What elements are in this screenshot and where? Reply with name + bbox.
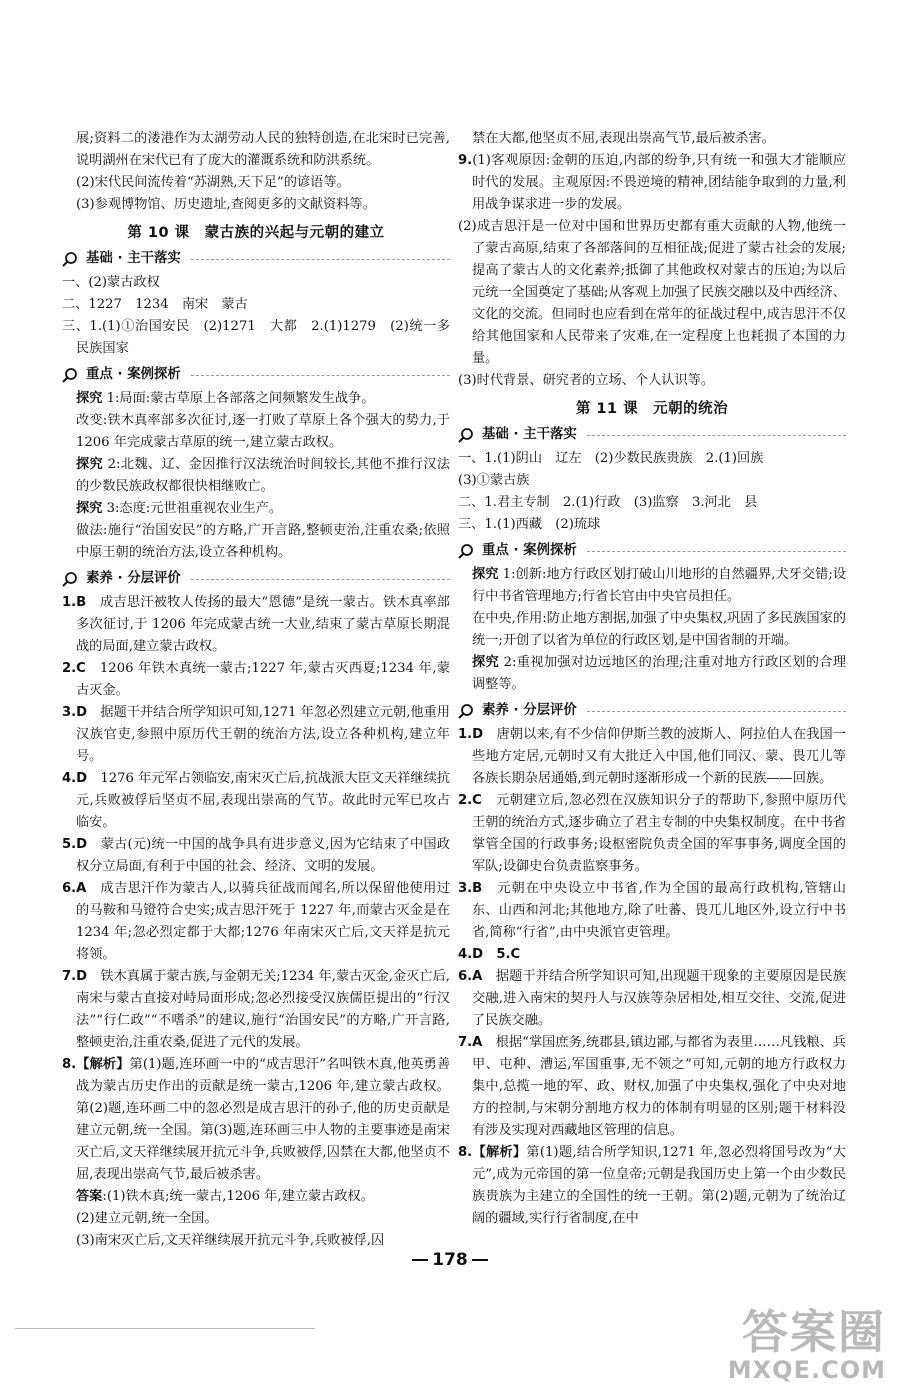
intro-text xyxy=(62,128,450,216)
item-key: 2.C xyxy=(458,793,482,808)
answer-item xyxy=(62,702,450,768)
basic-answers xyxy=(62,272,450,360)
inquiry-item xyxy=(62,454,450,498)
item-key: 4.D xyxy=(62,771,88,786)
item-text: 根据“掌国庶务,统郡县,镇边鄙,与都省为表里……凡钱粮、兵甲、屯种、漕运,军国重事,无不领之”可知,元朝的地方行政权力集中,总揽一地的军、政、财权,加强了中央集权,强化了中央对地方的控制,与宋朝分割地方权力的体制有明显的区别;题干材料没有涉及实现对西藏地区管理的信息。 xyxy=(472,1035,846,1138)
item-text: 1206 年铁木真统一蒙古;1227 年,蒙古灭西夏;1234 年,蒙古灭金。 xyxy=(76,661,450,698)
section-focus-title: 重点 · 案例探析 xyxy=(482,543,577,558)
basic-answer-line: 一、(2)蒙古政权 xyxy=(62,275,160,290)
q8-answer-line: (3)南宋灭亡后,文天祥继续展开抗元斗争,兵败被俘,囚 xyxy=(76,1233,385,1248)
basic-answer-line: 三、1.(1)西藏 (2)琉球 xyxy=(458,517,601,532)
focus-answers xyxy=(62,388,450,564)
inquiry-item xyxy=(458,564,846,608)
footer-rule xyxy=(15,1328,315,1329)
basic-answer-line: 一、1.(1)阴山 辽左 (2)少数民族贵族 2.(1)回族 xyxy=(458,451,764,466)
item-text: 改变:铁木真率部多次征讨,逐一打败了草原上各个强大的势力,于 1206 年完成蒙古草原的统一,建立蒙古政权。 xyxy=(76,413,450,450)
item-text: 做法:施行“治国安民”的方略,广开言路,整顿吏治,注重农桑;依照中原王朝的统治方法,设立各种机构。 xyxy=(76,523,450,560)
item-key: 1.B xyxy=(62,595,87,610)
item-text: 3:态度:元世祖重视农业生产。 xyxy=(102,501,283,516)
q8-answer: 答案:(1)铁木真;统一蒙古,1206 年,建立蒙古政权。 xyxy=(76,1189,374,1204)
item-key: 7.A xyxy=(458,1035,483,1050)
page-number: 178 xyxy=(0,1250,900,1270)
answer-item xyxy=(458,966,846,1032)
answer-item xyxy=(458,878,846,944)
item-text: 铁木真属于蒙古族,与金朝无关;1234 年,蒙古灭金,金灭亡后,南宋与蒙古直接对峙局面形成;忽必烈接受汉族儒臣提出的“行汉法”“行仁政”“不嗜杀”的建议,施行“治国安民”的方略,广开言路,整顿吏治,注重农桑,促进了元代的发展。 xyxy=(76,969,450,1050)
watermark-logo: 答案圈 xyxy=(742,1305,886,1359)
lesson-10-title: 第 10 课 蒙古族的兴起与元朝的建立 xyxy=(127,225,385,241)
section-eval-title: 素养 · 分层评价 xyxy=(86,571,181,586)
item-text: 成吉思汗作为蒙古人,以骑兵征战而闻名,所以保留他使用过的马鞍和马镫符合史实;成吉思汗死于 1227 年,而蒙古灭金是在 1234 年;忽必烈定都于大都;1276 年南宋灭亡后,文天祥是抗元将领。 xyxy=(76,881,450,962)
answer-item xyxy=(62,1054,450,1186)
magnifier-icon xyxy=(458,543,478,559)
section-eval-header xyxy=(458,700,846,722)
item-text: 第(1)题,连环画一中的“成吉思汗”名叫铁木真,他英勇善战为蒙古历史作出的贡献是统一蒙古,1206 年,建立蒙古政权。第(2)题,连环画二中的忽必烈是成吉思汗的孙子,他的历史贡献是建立元朝,统一全国。第(3)题,连环画三中人物的主要事迹是南宋灭亡后,文天祥继续展开抗元斗争,兵败被俘,囚禁在大都,他坚贞不屈,表现出崇高气节,最后被杀害。 xyxy=(76,1057,451,1182)
intro-paragraph: (3)参观博物馆、历史遗址,查阅更多的文献资料等。 xyxy=(76,197,376,212)
inquiry-item xyxy=(458,608,846,652)
item-key: 探究 xyxy=(472,655,500,670)
section-focus-header xyxy=(458,540,846,562)
magnifier-icon xyxy=(62,251,82,267)
section-basic-title: 基础 · 主干落实 xyxy=(86,251,181,266)
item-text: 1:创新:地方行政区划打破山川地形的自然疆界,犬牙交错;设行中书省管理地方;行省长官由中央官员担任。 xyxy=(472,567,847,604)
q9-paragraph xyxy=(458,150,846,216)
answer-item xyxy=(458,1142,846,1230)
item-key: 6.A xyxy=(62,881,87,896)
basic-answer-line: (3)①蒙古族 xyxy=(458,473,530,488)
item-key: 探究 xyxy=(472,567,499,582)
magnifier-icon xyxy=(458,427,478,443)
item-text: 1:局面:蒙古草原上各部落之间频繁发生战争。 xyxy=(102,391,375,406)
item-text: 据题干并结合所学知识可知,出现题干现象的主要原因是民族交融,进入南宋的契丹人与汉族等杂居相处,相互交往、交流,促进了民族交融。 xyxy=(472,969,846,1028)
answer-item xyxy=(62,966,450,1054)
section-basic-title: 基础 · 主干落实 xyxy=(482,427,577,442)
answer-item xyxy=(458,1032,846,1142)
answer-item xyxy=(62,592,450,658)
item-key: 探究 xyxy=(76,391,103,406)
watermark xyxy=(727,1305,886,1384)
answer-item xyxy=(62,834,450,878)
item-key: 4.D 5.C xyxy=(458,947,521,962)
continued-text: 禁在大都,他坚贞不屈,表现出崇高气节,最后被杀害。 xyxy=(472,131,775,146)
q9-paragraph xyxy=(458,216,846,370)
focus-answers xyxy=(458,564,846,696)
lesson-11-title: 第 11 课 元朝的统治 xyxy=(575,401,729,417)
right-column xyxy=(458,128,846,1230)
item-text: 1276 年元军占领临安,南宋灭亡后,抗战派大臣文天祥继续抗元,兵败被俘后坚贞不屈,表现出崇高的气节。故此时元军已攻占临安。 xyxy=(76,771,450,830)
item-text: (2)成吉思汗是一位对中国和世界历史都有重大贡献的人物,他统一了蒙古高原,结束了各部落间的互相征战;促进了蒙古社会的发展;提高了蒙古人的文化素养;抵御了其他政权对蒙古的压迫;为以后元统一全国奠定了基础;从客观上加强了民族交融以及中西经济、文化的交流。但同时也应看到在常年的征战过程中,成吉思汗不仅给其他国家和人民带来了灾难,在一定程度上也耗损了本国的力量。 xyxy=(458,219,846,366)
inquiry-item xyxy=(62,410,450,454)
basic-answer-line: 二、1.君主专制 2.(1)行政 (3)监察 3.河北 县 xyxy=(458,495,758,510)
answer-item xyxy=(62,878,450,966)
item-text: 在中央,作用:防止地方割据,加强了中央集权,巩固了多民族国家的统一;开创了以省为单位的行政区划,是中国省制的开端。 xyxy=(472,611,846,648)
basic-answer-line: 三、1.(1)①治国安民 (2)1271 大都 2.(1)1279 (2)统一多民族国家 xyxy=(62,319,450,356)
intro-paragraph: 展;资料二的溇港作为太湖劳动人民的独特创造,在北宋时已完善,说明湖州在宋代已有了庞大的灌溉系统和防洪系统。 xyxy=(76,131,450,168)
answer-item xyxy=(458,944,846,966)
item-key: 探究 xyxy=(76,457,104,472)
section-focus-title: 重点 · 案例探析 xyxy=(86,367,181,382)
item-text: (1)客观原因:金朝的压迫,内部的纷争,只有统一和强大才能顺应时代的发展。主观原因:不畏逆境的精神,团结能争取到的力量,利用战争谋求进一步的发展。 xyxy=(472,153,846,212)
item-key: 8.【解析】 xyxy=(62,1057,130,1072)
eval-answers xyxy=(62,592,450,1186)
item-key: 7.D xyxy=(62,969,88,984)
item-text: 唐朝以来,有不少信仰伊斯兰教的波斯人、阿拉伯人在我国一些地方定居,元朝时又有大批迁入中国,他们同汉、蒙、畏兀儿等各族长期杂居通婚,到元朝时逐渐形成一个新的民族——回族。 xyxy=(472,727,846,786)
magnifier-icon xyxy=(62,367,82,383)
item-text: 元朝建立后,忽必烈在汉族知识分子的帮助下,参照中原历代王朝的统治方式,逐步确立了君主专制的中央集权制度。在中书省掌管全国的行政事务;设枢密院负责全国的军事事务,调度全国的军队;设御史台负责监察事务。 xyxy=(472,793,846,874)
item-text: 2:重视加强对边远地区的治理;注重对地方行政区划的合理调整等。 xyxy=(472,655,847,692)
magnifier-icon xyxy=(62,571,82,587)
left-column xyxy=(62,128,450,1252)
item-key: 1.D xyxy=(458,727,484,742)
item-text: 第(1)题,结合所学知识,1271 年,忽必烈将国号改为“大元”,成为元帝国的第一位皇帝;元朝是我国历史上第一个由少数民族贵族为主建立的全国性的统一王朝。第(2)题,元朝为了统治辽阔的疆域,实行行省制度,在中 xyxy=(472,1145,846,1226)
answer-item xyxy=(62,768,450,834)
magnifier-icon xyxy=(458,703,478,719)
inquiry-item xyxy=(62,388,450,410)
intro-paragraph: (2)宋代民间流传着“苏湖熟,天下足”的谚语等。 xyxy=(76,175,350,190)
item-text: 蒙古(元)统一中国的战争具有进步意义,因为它结束了中国政权分立局面,有利于中国的社会、经济、文明的发展。 xyxy=(76,837,450,874)
section-basic-header xyxy=(62,248,450,270)
watermark-url: MXQE.COM xyxy=(727,1356,886,1384)
inquiry-item xyxy=(62,520,450,564)
inquiry-item xyxy=(458,652,846,696)
item-text: 2:北魏、辽、金因推行汉法统治时间较长,其他不推行汉法的少数民族政权都很快相继败亡。 xyxy=(76,457,451,494)
item-text: 成吉思汗被牧人传扬的最大“恩德”是统一蒙古。铁木真率部多次征讨,于 1206 年完成蒙古统一大业,结束了蒙古草原长期混战的局面,建立蒙古政权。 xyxy=(76,595,450,654)
item-key: 2.C xyxy=(62,661,86,676)
eval-answers xyxy=(458,724,846,1230)
item-text: 据题干并结合所学知识可知,1271 年忽必烈建立元朝,他重用汉族官吏,参照中原历代王朝的统治方法,设立各种机构,建立年号。 xyxy=(76,705,450,764)
section-eval-header xyxy=(62,568,450,590)
q9-answer xyxy=(458,150,846,392)
answer-item xyxy=(458,790,846,878)
basic-answers xyxy=(458,448,846,536)
inquiry-item xyxy=(62,498,450,520)
answer-item xyxy=(458,724,846,790)
item-key: 6.A xyxy=(458,969,483,984)
answer-item xyxy=(62,658,450,702)
item-key: 3.B xyxy=(458,881,483,896)
item-text: 元朝在中央设立中书省,作为全国的最高行政机构,管辖山东、山西和河北;其他地方,除了吐蕃、畏兀儿地区外,设立行中书省,简称“行省”,由中央派官吏管理。 xyxy=(472,881,846,940)
section-eval-title: 素养 · 分层评价 xyxy=(482,703,577,718)
q8-answer-line: (2)建立元朝,统一全国。 xyxy=(76,1211,218,1226)
item-key: 3.D xyxy=(62,705,88,720)
item-key: 8.【解析】 xyxy=(458,1145,527,1160)
basic-answer-line: 二、1227 1234 南宋 蒙古 xyxy=(62,297,248,312)
section-basic-header xyxy=(458,424,846,446)
item-key: 探究 xyxy=(76,501,103,516)
q9-paragraph xyxy=(458,370,846,392)
item-text: (3)时代背景、研究者的立场、个人认识等。 xyxy=(458,373,715,388)
section-focus-header xyxy=(62,364,450,386)
item-key: 9. xyxy=(458,153,473,168)
item-key: 5.D xyxy=(62,837,88,852)
